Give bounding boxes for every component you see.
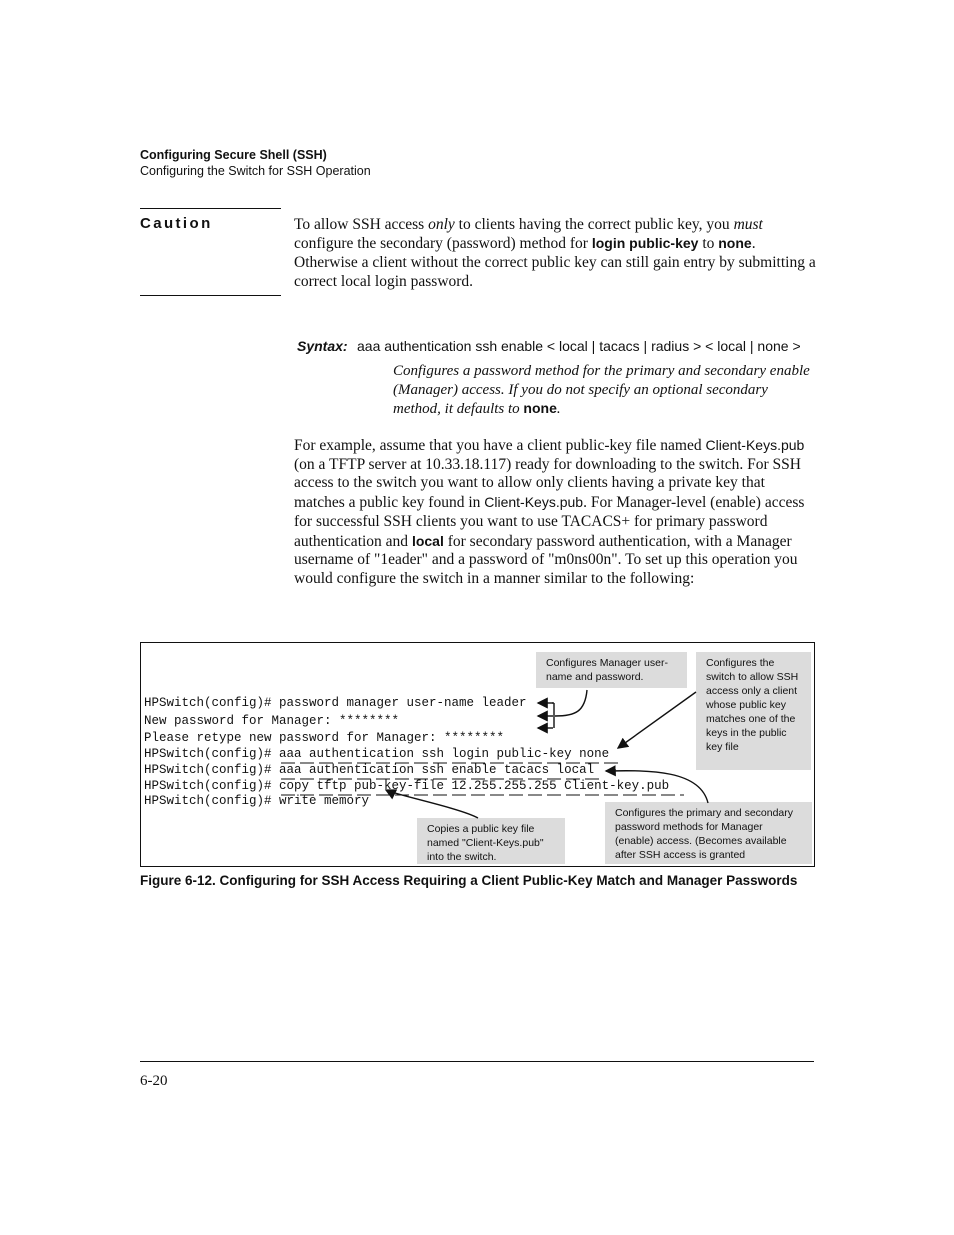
- caution-label: Caution: [140, 215, 213, 232]
- caution-text: To allow SSH access only to clients having the correct public key, you must configure the secondary (password) method for login public-key to none. Otherwise a client without the correct public key can still gain entry by submitting a correct local login password.: [294, 216, 816, 290]
- callout-copy-public-key: Copies a public key file named "Client-Keys.pub" into the switch.: [417, 818, 565, 864]
- terminal-line: HPSwitch(config)# password manager user-name leader: [144, 696, 527, 710]
- arrow-primary-secondary: [606, 771, 708, 803]
- syntax-description: Configures a password method for the primary and secondary enable (Manager) access. If you do not specify an optional secondary method, it defaults to none.: [393, 363, 810, 417]
- terminal-line: HPSwitch(config)# aaa authentication ssh login public-key none: [144, 747, 610, 761]
- figure-caption: Figure 6-12. Configuring for SSH Access Requiring a Client Public-Key Match and Manager Passwords: [140, 873, 798, 888]
- callout-manager-username: Configures Manager user-name and password.: [536, 652, 687, 688]
- terminal-line: HPSwitch(config)# copy tftp pub-key-file 12.255.255.255 Client-key.pub: [144, 779, 670, 793]
- arrow-allow-ssh: [618, 692, 696, 748]
- example-paragraph: For example, assume that you have a client public-key file named Client-Keys.pub (on a TFTP server at 10.33.18.117) ready for downloading to the switch. For SSH access to the switch you want to allow only clients having a private key that matches a public key found in Client-Keys.pub. For Manager-level (enable) access for successful SSH clients you want to use TACACS+ for primary password authentication and local for secondary password authentication, with a Manager username of "1eader" and a password of "m0ns00n". To set up this operation you would configure the switch in a manner similar to the following:: [294, 437, 805, 587]
- callout-primary-secondary-methods: Configures the primary and secondary password methods for Manager (enable) access. (Becomes available after SSH access is granted: [605, 802, 812, 864]
- syntax-command: aaa authentication ssh enable < local | tacacs | radius > < local | none >: [357, 338, 801, 354]
- running-header-chapter: Configuring Secure Shell (SSH): [140, 148, 327, 162]
- terminal-line: New password for Manager: ********: [144, 714, 400, 728]
- running-header-section: Configuring the Switch for SSH Operation: [140, 164, 371, 178]
- arrow-copy-key: [386, 790, 478, 818]
- page-number: 6-20: [140, 1073, 168, 1089]
- footer-rule: [140, 1061, 814, 1062]
- terminal-line: Please retype new password for Manager: ********: [144, 731, 505, 745]
- arrow-manager: [555, 690, 587, 716]
- terminal-line: HPSwitch(config)# aaa authentication ssh enable tacacs local: [144, 763, 595, 777]
- terminal-line: HPSwitch(config)# write memory: [144, 794, 370, 808]
- syntax-label: Syntax:: [297, 338, 348, 354]
- callout-allow-ssh-public-key: Configures the switch to allow SSH access only a client whose public key matches one of the keys in the public key file: [696, 652, 811, 770]
